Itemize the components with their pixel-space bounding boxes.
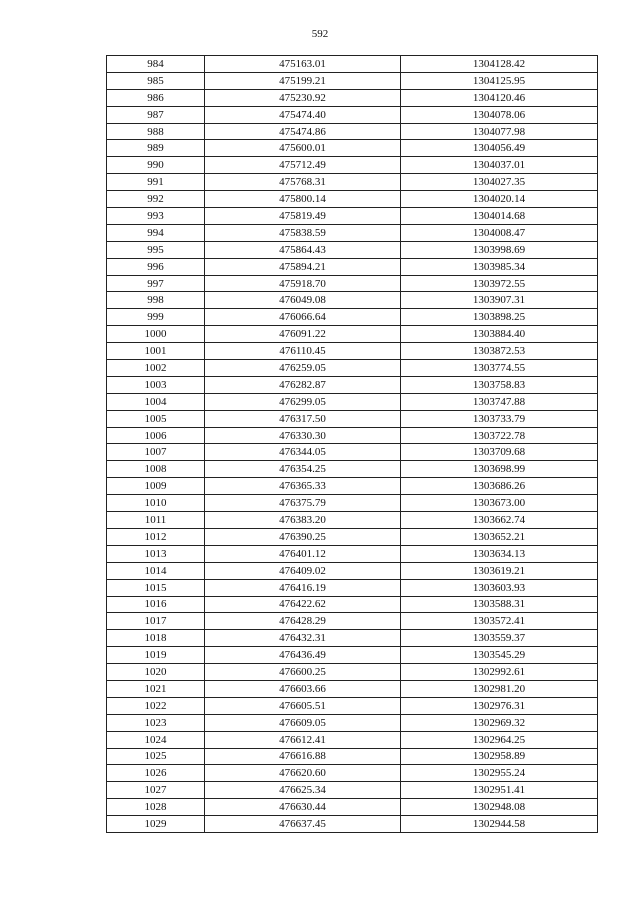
point-number-cell: 1014 [107, 562, 205, 579]
point-number-cell: 989 [107, 140, 205, 157]
y-coordinate-cell: 1302951.41 [401, 782, 598, 799]
point-number-cell: 993 [107, 208, 205, 225]
table-row [107, 444, 598, 461]
x-coordinate-cell: 476282.87 [205, 376, 401, 393]
table-row [107, 647, 598, 664]
y-coordinate-cell: 1304020.14 [401, 191, 598, 208]
x-coordinate-cell: 476603.66 [205, 680, 401, 697]
table-row [107, 376, 598, 393]
table-row [107, 816, 598, 833]
x-coordinate-cell: 476066.64 [205, 309, 401, 326]
y-coordinate-cell: 1302958.89 [401, 748, 598, 765]
x-coordinate-cell: 475894.21 [205, 258, 401, 275]
y-coordinate-cell: 1303673.00 [401, 495, 598, 512]
x-coordinate-cell: 476422.62 [205, 596, 401, 613]
point-number-cell: 1017 [107, 613, 205, 630]
table-row [107, 56, 598, 73]
point-number-cell: 1022 [107, 697, 205, 714]
point-number-cell: 984 [107, 56, 205, 73]
x-coordinate-cell: 475918.70 [205, 275, 401, 292]
table-row [107, 630, 598, 647]
y-coordinate-cell: 1304128.42 [401, 56, 598, 73]
x-coordinate-cell: 475230.92 [205, 89, 401, 106]
y-coordinate-cell: 1303634.13 [401, 545, 598, 562]
x-coordinate-cell: 476625.34 [205, 782, 401, 799]
table-row [107, 562, 598, 579]
point-number-cell: 1023 [107, 714, 205, 731]
table-row [107, 528, 598, 545]
table-row [107, 174, 598, 191]
x-coordinate-cell: 475163.01 [205, 56, 401, 73]
y-coordinate-cell: 1303907.31 [401, 292, 598, 309]
table-row [107, 258, 598, 275]
y-coordinate-cell: 1303709.68 [401, 444, 598, 461]
table-row [107, 208, 598, 225]
x-coordinate-cell: 476630.44 [205, 799, 401, 816]
point-number-cell: 1016 [107, 596, 205, 613]
x-coordinate-cell: 476637.45 [205, 816, 401, 833]
point-number-cell: 1011 [107, 512, 205, 529]
y-coordinate-cell: 1303572.41 [401, 613, 598, 630]
point-number-cell: 1020 [107, 664, 205, 681]
x-coordinate-cell: 476383.20 [205, 512, 401, 529]
y-coordinate-cell: 1304037.01 [401, 157, 598, 174]
table-row [107, 89, 598, 106]
y-coordinate-cell: 1303998.69 [401, 241, 598, 258]
y-coordinate-cell: 1304008.47 [401, 224, 598, 241]
point-number-cell: 998 [107, 292, 205, 309]
table-row [107, 157, 598, 174]
x-coordinate-cell: 476390.25 [205, 528, 401, 545]
x-coordinate-cell: 475800.14 [205, 191, 401, 208]
y-coordinate-cell: 1303652.21 [401, 528, 598, 545]
x-coordinate-cell: 476428.29 [205, 613, 401, 630]
x-coordinate-cell: 476354.25 [205, 461, 401, 478]
x-coordinate-cell: 476609.05 [205, 714, 401, 731]
y-coordinate-cell: 1303686.26 [401, 478, 598, 495]
y-coordinate-cell: 1303619.21 [401, 562, 598, 579]
point-number-cell: 1027 [107, 782, 205, 799]
y-coordinate-cell: 1303872.53 [401, 343, 598, 360]
point-number-cell: 1013 [107, 545, 205, 562]
y-coordinate-cell: 1303972.55 [401, 275, 598, 292]
table-row [107, 680, 598, 697]
point-number-cell: 992 [107, 191, 205, 208]
point-number-cell: 1029 [107, 816, 205, 833]
table-row [107, 697, 598, 714]
y-coordinate-cell: 1303758.83 [401, 376, 598, 393]
x-coordinate-cell: 475864.43 [205, 241, 401, 258]
point-number-cell: 1026 [107, 765, 205, 782]
table-row [107, 427, 598, 444]
y-coordinate-cell: 1303884.40 [401, 326, 598, 343]
x-coordinate-cell: 476436.49 [205, 647, 401, 664]
point-number-cell: 995 [107, 241, 205, 258]
x-coordinate-cell: 475199.21 [205, 72, 401, 89]
x-coordinate-cell: 476299.05 [205, 393, 401, 410]
y-coordinate-cell: 1302944.58 [401, 816, 598, 833]
point-number-cell: 1015 [107, 579, 205, 596]
y-coordinate-cell: 1304125.95 [401, 72, 598, 89]
point-number-cell: 1018 [107, 630, 205, 647]
point-number-cell: 1004 [107, 393, 205, 410]
table-row [107, 613, 598, 630]
point-number-cell: 1012 [107, 528, 205, 545]
x-coordinate-cell: 475474.86 [205, 123, 401, 140]
point-number-cell: 987 [107, 106, 205, 123]
y-coordinate-cell: 1304078.06 [401, 106, 598, 123]
table-row [107, 309, 598, 326]
y-coordinate-cell: 1302955.24 [401, 765, 598, 782]
table-row [107, 241, 598, 258]
x-coordinate-cell: 476612.41 [205, 731, 401, 748]
x-coordinate-cell: 476401.12 [205, 545, 401, 562]
table-body [107, 56, 598, 833]
y-coordinate-cell: 1303559.37 [401, 630, 598, 647]
y-coordinate-cell: 1302964.25 [401, 731, 598, 748]
x-coordinate-cell: 476259.05 [205, 360, 401, 377]
point-number-cell: 985 [107, 72, 205, 89]
x-coordinate-cell: 476091.22 [205, 326, 401, 343]
coordinates-table [106, 55, 598, 833]
table-row [107, 140, 598, 157]
point-number-cell: 1005 [107, 410, 205, 427]
table-row [107, 224, 598, 241]
table-row [107, 782, 598, 799]
x-coordinate-cell: 476409.02 [205, 562, 401, 579]
y-coordinate-cell: 1302981.20 [401, 680, 598, 697]
point-number-cell: 1001 [107, 343, 205, 360]
x-coordinate-cell: 476330.30 [205, 427, 401, 444]
y-coordinate-cell: 1304120.46 [401, 89, 598, 106]
y-coordinate-cell: 1303774.55 [401, 360, 598, 377]
x-coordinate-cell: 475768.31 [205, 174, 401, 191]
table-row [107, 512, 598, 529]
y-coordinate-cell: 1303722.78 [401, 427, 598, 444]
table-row [107, 748, 598, 765]
y-coordinate-cell: 1302948.08 [401, 799, 598, 816]
table-row [107, 579, 598, 596]
table-row [107, 596, 598, 613]
table-row [107, 393, 598, 410]
x-coordinate-cell: 476344.05 [205, 444, 401, 461]
table-row [107, 326, 598, 343]
y-coordinate-cell: 1304027.35 [401, 174, 598, 191]
x-coordinate-cell: 475819.49 [205, 208, 401, 225]
x-coordinate-cell: 476432.31 [205, 630, 401, 647]
x-coordinate-cell: 476049.08 [205, 292, 401, 309]
y-coordinate-cell: 1303985.34 [401, 258, 598, 275]
table-row [107, 714, 598, 731]
table-row [107, 664, 598, 681]
point-number-cell: 988 [107, 123, 205, 140]
x-coordinate-cell: 475600.01 [205, 140, 401, 157]
table-row [107, 799, 598, 816]
table-row [107, 72, 598, 89]
point-number-cell: 991 [107, 174, 205, 191]
table-row [107, 292, 598, 309]
y-coordinate-cell: 1303898.25 [401, 309, 598, 326]
x-coordinate-cell: 476317.50 [205, 410, 401, 427]
point-number-cell: 1024 [107, 731, 205, 748]
y-coordinate-cell: 1303733.79 [401, 410, 598, 427]
point-number-cell: 1000 [107, 326, 205, 343]
table-row [107, 360, 598, 377]
table-row [107, 731, 598, 748]
table-row [107, 478, 598, 495]
point-number-cell: 990 [107, 157, 205, 174]
x-coordinate-cell: 476365.33 [205, 478, 401, 495]
x-coordinate-cell: 475474.40 [205, 106, 401, 123]
y-coordinate-cell: 1304014.68 [401, 208, 598, 225]
point-number-cell: 999 [107, 309, 205, 326]
point-number-cell: 1006 [107, 427, 205, 444]
x-coordinate-cell: 476620.60 [205, 765, 401, 782]
y-coordinate-cell: 1302992.61 [401, 664, 598, 681]
point-number-cell: 1021 [107, 680, 205, 697]
point-number-cell: 997 [107, 275, 205, 292]
table-row [107, 410, 598, 427]
x-coordinate-cell: 476416.19 [205, 579, 401, 596]
point-number-cell: 1003 [107, 376, 205, 393]
table-row [107, 343, 598, 360]
point-number-cell: 1019 [107, 647, 205, 664]
y-coordinate-cell: 1302969.32 [401, 714, 598, 731]
table-row [107, 545, 598, 562]
point-number-cell: 1028 [107, 799, 205, 816]
y-coordinate-cell: 1303662.74 [401, 512, 598, 529]
y-coordinate-cell: 1303698.99 [401, 461, 598, 478]
y-coordinate-cell: 1303588.31 [401, 596, 598, 613]
point-number-cell: 1008 [107, 461, 205, 478]
y-coordinate-cell: 1304056.49 [401, 140, 598, 157]
point-number-cell: 986 [107, 89, 205, 106]
x-coordinate-cell: 475838.59 [205, 224, 401, 241]
x-coordinate-cell: 476375.79 [205, 495, 401, 512]
table-row [107, 275, 598, 292]
x-coordinate-cell: 476600.25 [205, 664, 401, 681]
table-row [107, 461, 598, 478]
point-number-cell: 1007 [107, 444, 205, 461]
point-number-cell: 994 [107, 224, 205, 241]
point-number-cell: 1025 [107, 748, 205, 765]
table-row [107, 495, 598, 512]
table-row [107, 765, 598, 782]
x-coordinate-cell: 475712.49 [205, 157, 401, 174]
y-coordinate-cell: 1303545.29 [401, 647, 598, 664]
table-row [107, 123, 598, 140]
point-number-cell: 1002 [107, 360, 205, 377]
y-coordinate-cell: 1303747.88 [401, 393, 598, 410]
table-row [107, 106, 598, 123]
page-number: 592 [311, 28, 329, 40]
point-number-cell: 1009 [107, 478, 205, 495]
y-coordinate-cell: 1302976.31 [401, 697, 598, 714]
x-coordinate-cell: 476605.51 [205, 697, 401, 714]
y-coordinate-cell: 1304077.98 [401, 123, 598, 140]
x-coordinate-cell: 476110.45 [205, 343, 401, 360]
table-row [107, 191, 598, 208]
x-coordinate-cell: 476616.88 [205, 748, 401, 765]
point-number-cell: 1010 [107, 495, 205, 512]
y-coordinate-cell: 1303603.93 [401, 579, 598, 596]
point-number-cell: 996 [107, 258, 205, 275]
